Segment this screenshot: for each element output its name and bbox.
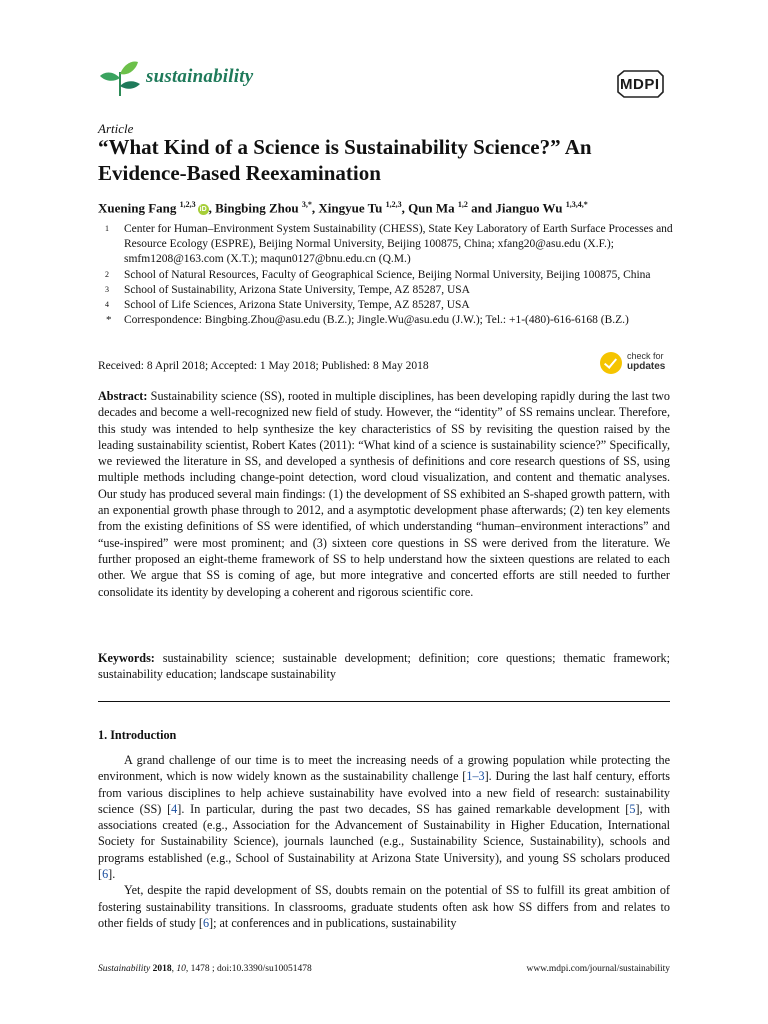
citation-link[interactable]: 6 xyxy=(202,915,210,930)
footer-citation: Sustainability 2018, 10, 1478 ; doi:10.3390/su10051478 xyxy=(98,964,312,974)
footer-journal: Sustainability xyxy=(98,964,151,974)
affiliation-item xyxy=(98,283,678,298)
keywords xyxy=(98,650,670,683)
paragraph-text: ]; at conferences and in publications, sustainability xyxy=(209,915,457,930)
footer-year: 2018 xyxy=(152,964,172,974)
affiliation-text: School of Sustainability, Arizona State University, Tempe, AZ 85287, USA xyxy=(124,283,470,296)
affiliation-item xyxy=(98,268,678,283)
paper-title: “What Kind of a Science is Sustainability Science?” An Evidence-Based Reexamination xyxy=(98,135,592,185)
journal-logo-icon xyxy=(98,58,142,98)
affiliation-number: * xyxy=(106,314,112,327)
abstract-text: Sustainability science (SS), rooted in multiple disciplines, has been developing rapidly during the last two decades and become a well-recognized new field of study. However, the “identity” of SS remains unclear. Therefore, this study was intended to help synthesize the key characteristics of SS by revisiting the question raised by the leading sustainability scientist, Robert Kates (2011): “What kind of a science is sustainability science?” Specifically, we reviewed the literature in SS, and developed a synthesis of definitions and core research questions of SS, using multiple methods including change-point detection, word cloud visualization, and content and thematic analyses. Our study has produced several main findings: (1) the development of SS exhibited an S-shaped growth pattern, with an exponential growth phase through to 2012, and a asymptotic development phase afterwards; (2) ten key elements from the existing definitions of SS were identified, of which understanding “human–environment interactions” and “use-inspired” were most prominent; and (3) sixteen core questions in SS were derived from the literature. We further proposed an eight-theme framework of SS to help understand how the sixteen questions are related to each other. We argue that SS is coming of age, but more integrative and concerted efforts are still needed to further consolidate its identity by developing a coherent and rigorous scientific core. xyxy=(98,389,670,599)
abstract-label: Abstract: xyxy=(98,389,148,403)
affiliation-number: 4 xyxy=(105,300,109,310)
author-affil: 1,2 xyxy=(457,200,468,209)
affiliations xyxy=(98,222,678,328)
author-name: Xingyue Tu xyxy=(318,200,383,216)
paragraph-text: Yet, despite the rapid development of SS, doubts remain on the potential of SS to fulfill its great ambition of fostering sustainability transitions. In classrooms, graduate students often ask how SS differs from and relates to other fields of study [ xyxy=(98,883,670,930)
paragraph xyxy=(98,752,670,882)
author-affil: 1,3,4,* xyxy=(565,200,588,209)
check-updates-label: check for xyxy=(627,351,664,361)
footer-doi: , 1478 ; doi:10.3390/su10051478 xyxy=(185,964,312,974)
publication-dates: Received: 8 April 2018; Accepted: 1 May 2018; Published: 8 May 2018 xyxy=(98,360,429,372)
affiliation-number: 3 xyxy=(105,284,109,294)
author-affil: 1,2,3 xyxy=(179,200,196,209)
footer-volume: 10 xyxy=(176,964,186,974)
introduction-body xyxy=(98,752,670,931)
affiliation-text: School of Life Sciences, Arizona State University, Tempe, AZ 85287, USA xyxy=(124,299,470,312)
author-affil: 3,* xyxy=(301,200,312,209)
paragraph-text: A grand challenge of our time is to meet the increasing needs of a growing population while protecting the environment, which is now widely known as the sustainability challenge [ xyxy=(98,753,670,784)
publisher-name: MDPI xyxy=(620,76,660,93)
affiliation-item xyxy=(98,298,678,313)
section-title: 1. Introduction xyxy=(98,728,177,742)
affiliation-number: 1 xyxy=(105,224,109,233)
affiliation-number: 2 xyxy=(105,269,109,279)
affiliation-item xyxy=(98,222,678,268)
keywords-text: sustainability science; sustainable development; definition; core questions; thematic framework; sustainability education; landscape sustainability xyxy=(98,651,670,682)
paragraph-text: ]. xyxy=(108,867,116,882)
check-updates-icon xyxy=(600,352,622,374)
orcid-icon[interactable]: iD xyxy=(199,206,207,214)
abstract xyxy=(98,388,670,600)
journal-name: sustainability xyxy=(146,66,254,87)
check-for-updates-button[interactable] xyxy=(600,350,672,376)
footer-url[interactable]: www.mdpi.com/journal/sustainability xyxy=(526,964,670,974)
correspondence xyxy=(98,313,678,328)
citation-link[interactable]: 3 xyxy=(478,769,485,784)
author-name: Jianguo Wu xyxy=(495,200,563,216)
paragraph-text: ]. In particular, during the past two decades, SS has gained remarkable development [ xyxy=(177,801,630,816)
article-type: Article xyxy=(98,121,134,136)
citation-link[interactable]: 4 xyxy=(171,801,178,816)
author-list: Xuening Fang $^{1,2,3}$iD , Bingbing Zhou $^{3,*}$, Xingyue Tu $^{1,2,3}$, Qun Ma $^{1,2}$ and Jianguo Wu $^{1,3,4,*}$ xyxy=(98,200,588,216)
publisher-logo xyxy=(614,70,666,98)
citation-link[interactable]: 6 xyxy=(102,867,109,882)
paragraph xyxy=(98,882,670,931)
section-divider xyxy=(98,701,670,702)
affiliation-text: Center for Human–Environment System Sustainability (CHESS), State Key Laboratory of Earth Surface Processes and Resource Ecology (ESPRE), Beijing Normal University, Beijing 100875, China; xfang20@asu.edu (X.F.); smfm1208@163.com (X.T.); maqun0127@bnu.edu.cn (Q.M.) xyxy=(124,223,673,266)
author-name: Xuening Fang xyxy=(98,200,177,216)
keywords-label: Keywords: xyxy=(98,651,155,665)
correspondence-text: Correspondence: Bingbing.Zhou@asu.edu (B.Z.); Jingle.Wu@asu.edu (J.W.); Tel.: +1-(480)-616-6168 (B.Z.) xyxy=(124,314,629,327)
affiliation-text: School of Natural Resources, Faculty of Geographical Science, Beijing Normal University, Beijing 100875, China xyxy=(124,268,651,281)
author-affil: 1,2,3 xyxy=(385,200,402,209)
check-updates-label-bold: updates xyxy=(627,361,666,372)
citation-link[interactable]: 5 xyxy=(629,801,636,816)
author-name: Bingbing Zhou xyxy=(215,200,299,216)
author-name: Qun Ma xyxy=(408,200,455,216)
paragraph-text: ]. During the last half century, efforts from various disciplines to help achieve sustainability have evolved into a new field of research: sustainability science (SS) [ xyxy=(98,769,670,816)
citation-dash: – xyxy=(472,769,479,784)
citation-link[interactable]: 1 xyxy=(466,769,473,784)
paragraph-text: ], with associations created (e.g., Association for the Advancement of Sustainability in Higher Education, International Society for Sustainability Science), journals launched (e.g., Sustainability Science, Sustainability), schools and programs established (e.g., School of Sustainability at Arizona State University), and young SS scholars produced [ xyxy=(98,801,670,882)
